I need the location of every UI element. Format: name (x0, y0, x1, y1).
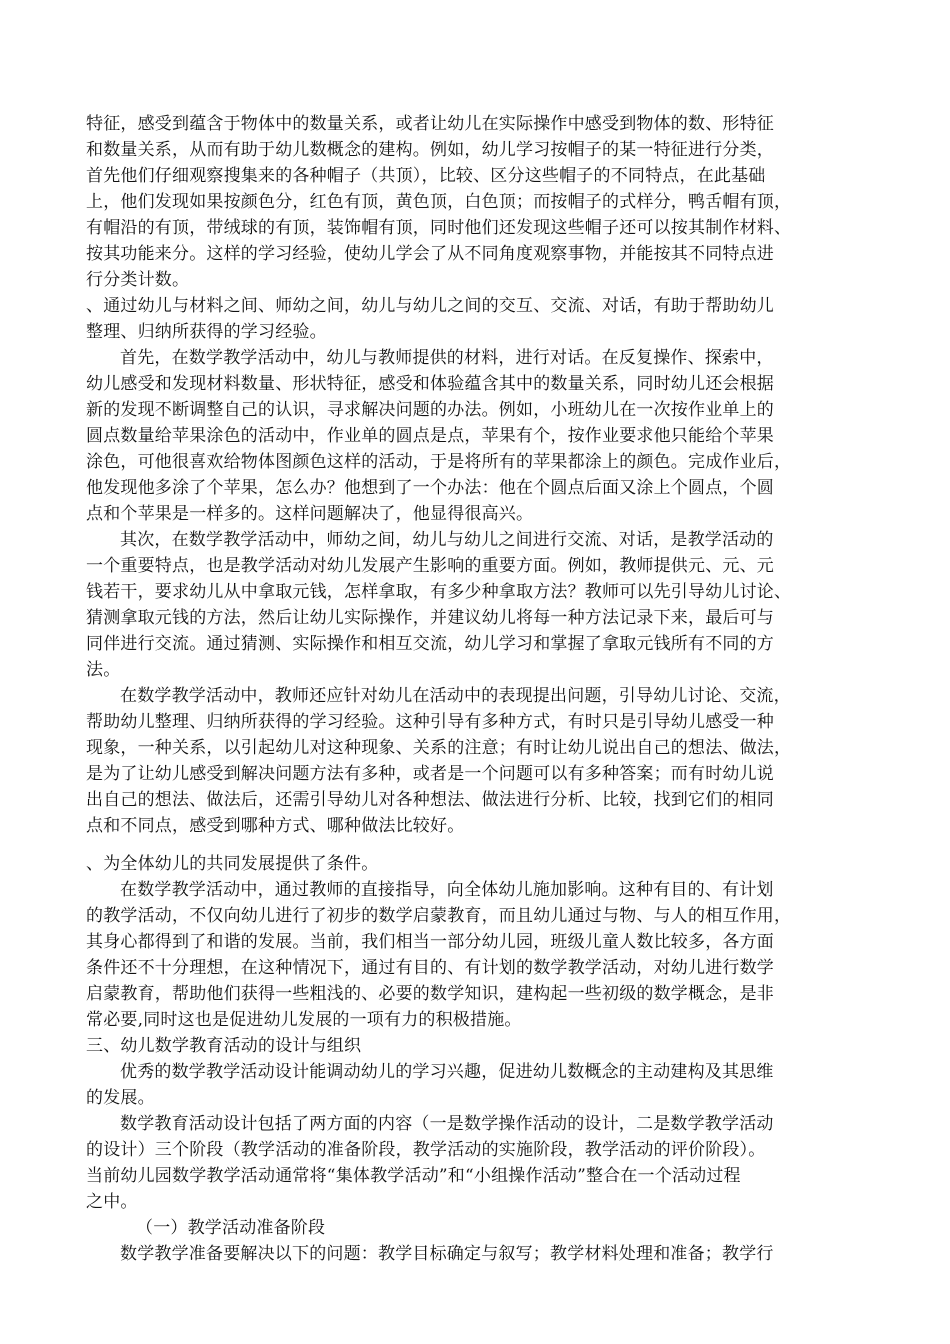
text-line: 行分类计数。 (86, 270, 190, 290)
section-heading: 、通过幼儿与材料之间、师幼之间，幼儿与幼儿之间的交互、交流、对话，有助于帮助幼儿 (86, 296, 774, 316)
subsection-heading: （一）教学活动准备阶段 (136, 1218, 326, 1238)
text-line: 首先他们仔细观察搜集来的各种帽子（共顶），比较、区分这些帽子的不同特点，在此基础 (86, 166, 766, 186)
text-line: 现象，一种关系，以引起幼儿对这种现象、关系的注意；有时让幼儿说出自己的想法、做法， (86, 738, 792, 758)
text-line: 同伴进行交流。通过猜测、实际操作和相互交流，幼儿学习和掌握了拿取元钱所有不同的方 (86, 634, 774, 654)
text-line: 猜测拿取元钱的方法，然后让幼儿实际操作，并建议幼儿将每一种方法记录下来，最后可与 (86, 608, 774, 628)
section-heading: 、为全体幼儿的共同发展提供了条件。 (86, 854, 379, 874)
text-line: 之中。 (86, 1192, 138, 1212)
paragraph-start: 优秀的数学教学活动设计能调动幼儿的学习兴趣，促进幼儿数概念的主动建构及其思维 (120, 1062, 774, 1082)
text-line: 按其功能来分。这样的学习经验，使幼儿学会了从不同角度观察事物，并能按其不同特点进 (86, 244, 774, 264)
paragraph-start: 在数学教学活动中，通过教师的直接指导，向全体幼儿施加影响。这种有目的、有计划 (120, 880, 774, 900)
paragraph-start: 首先，在数学教学活动中，幼儿与教师提供的材料，进行对话。在反复操作、探索中， (120, 348, 774, 368)
text-line: 的教学活动，不仅向幼儿进行了初步的数学启蒙教育，而且幼儿通过与物、与人的相互作用， (86, 906, 792, 926)
text-line: 点和个苹果是一样多的。这样问题解决了，他显得很高兴。 (86, 504, 534, 524)
text-line: 幼儿感受和发现材料数量、形状特征，感受和体验蕴含其中的数量关系，同时幼儿还会根据 (86, 374, 774, 394)
section-heading: 整理、归纳所获得的学习经验。 (86, 322, 327, 342)
paragraph-start: 其次，在数学教学活动中，师幼之间，幼儿与幼儿之间进行交流、对话，是教学活动的 (120, 530, 774, 550)
paragraph-start: 在数学教学活动中，教师还应针对幼儿在活动中的表现提出问题，引导幼儿讨论、交流， (120, 686, 791, 706)
text-line: 有帽沿的有顶，带绒球的有顶，装饰帽有顶，同时他们还发现这些帽子还可以按其制作材料、 (86, 218, 792, 238)
text-line: 帮助幼儿整理、归纳所获得的学习经验。这种引导有多种方式，有时只是引导幼儿感受一种 (86, 712, 774, 732)
text-line: 和数量关系，从而有助于幼儿数概念的建构。例如，幼儿学习按帽子的某一特征进行分类， (86, 140, 774, 160)
text-line: 条件还不十分理想，在这种情况下，通过有目的、有计划的数学教学活动，对幼儿进行数学 (86, 958, 774, 978)
text-line: 的发展。 (86, 1088, 155, 1108)
text-line: 新的发现不断调整自己的认识，寻求解决问题的办法。例如，小班幼儿在一次按作业单上的 (86, 400, 774, 420)
text-line: 常必要,同时这也是促进幼儿发展的一项有力的积极措施。 (86, 1010, 522, 1030)
text-line: 启蒙教育，帮助他们获得一些粗浅的、必要的数学知识，建构起一些初级的数学概念，是非 (86, 984, 774, 1004)
text-line: 涂色，可他很喜欢给物体图颜色这样的活动，于是将所有的苹果都涂上的颜色。完成作业后， (86, 452, 792, 472)
text-line: 一个重要特点，也是教学活动对幼儿发展产生影响的重要方面。例如，教师提供元、元、元 (86, 556, 774, 576)
text-line: 的设计）三个阶段（教学活动的准备阶段，教学活动的实施阶段，教学活动的评价阶段）。 (86, 1140, 766, 1160)
text-line: 当前幼儿园数学教学活动通常将“集体教学活动”和“小组操作活动”整合在一个活动过程 (86, 1166, 741, 1186)
paragraph-start: 数学教学准备要解决以下的问题：教学目标确定与叙写；教学材料处理和准备；教学行 (120, 1244, 774, 1264)
text-line: 钱若干，要求幼儿从中拿取元钱，怎样拿取，有多少种拿取方法？教师可以先引导幼儿讨论、 (86, 582, 792, 602)
text-line: 上，他们发现如果按颜色分，红色有顶，黄色顶，白色顶；而按帽子的式样分，鸭舌帽有顶， (86, 192, 792, 212)
text-line: 他发现他多涂了个苹果，怎么办？他想到了一个办法：他在个圆点后面又涂上个圆点，个圆 (86, 478, 774, 498)
paragraph-start: 数学教育活动设计包括了两方面的内容（一是数学操作活动的设计，二是数学教学活动 (120, 1114, 774, 1134)
section-heading: 三、幼儿数学教育活动的设计与组织 (86, 1036, 362, 1056)
text-line: 是为了让幼儿感受到解决问题方法有多种，或者是一个问题可以有多种答案；而有时幼儿说 (86, 764, 774, 784)
text-line: 点和不同点，感受到哪种方式、哪种做法比较好。 (86, 816, 465, 836)
text-line: 法。 (86, 660, 121, 680)
text-line: 其身心都得到了和谐的发展。当前，我们相当一部分幼儿园，班级儿童人数比较多，各方面 (86, 932, 774, 952)
text-line: 出自己的想法、做法后，还需引导幼儿对各种想法、做法进行分析、比较，找到它们的相同 (86, 790, 774, 810)
text-line: 圆点数量给苹果涂色的活动中，作业单的圆点是点，苹果有个，按作业要求他只能给个苹果 (86, 426, 774, 446)
text-line: 特征，感受到蕴含于物体中的数量关系，或者让幼儿在实际操作中感受到物体的数、形特征 (86, 114, 774, 134)
